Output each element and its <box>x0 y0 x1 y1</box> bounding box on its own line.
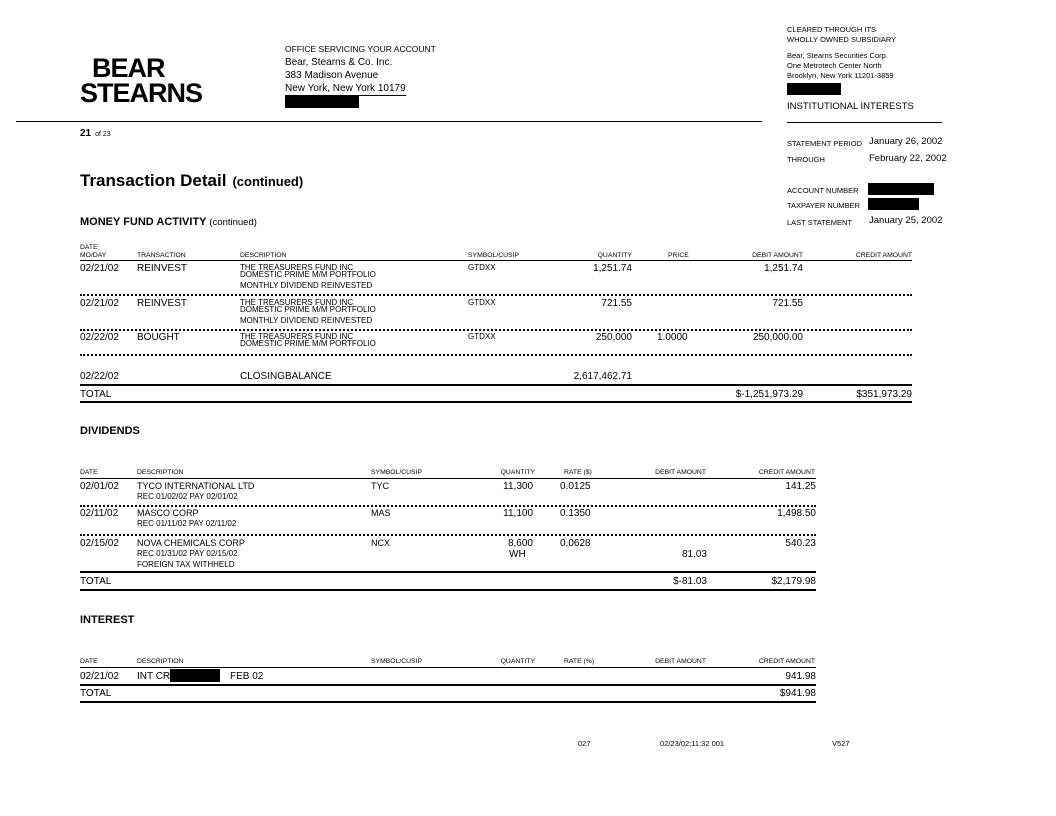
mf-row2-desc3: MONTHLY DIVIDEND REINVESTED <box>240 316 373 325</box>
page-number-value: 21 <box>80 128 92 139</box>
mf-header-rule <box>80 260 912 261</box>
int-total-bottom-rule <box>80 701 816 703</box>
div-row1-date: 02/01/02 <box>80 481 119 492</box>
int-row-date: 02/21/02 <box>80 671 119 682</box>
footer-code-1: 027 <box>578 739 591 748</box>
int-row-period: FEB 02 <box>230 671 264 682</box>
division-label: INSTITUTIONAL INTERESTS <box>787 101 914 112</box>
page-number <box>80 128 111 139</box>
div-row2-credit: 1,498.50 <box>777 508 816 519</box>
int-header-credit: CREDIT AMOUNT <box>758 658 815 665</box>
mf-row1-desc1: THE TREASURERS FUND INC <box>240 263 354 272</box>
clearing-block <box>787 25 896 98</box>
mf-row2-desc2: DOMESTIC PRIME M/M PORTFOLIO <box>240 305 376 314</box>
office-city: New York, New York 10179 <box>285 83 406 94</box>
int-row-desc: INT CR <box>137 671 171 682</box>
redacted-clearing-info <box>787 83 841 95</box>
mf-row3-symbol: GTDXX <box>468 332 496 341</box>
mf-total-bottom-rule <box>80 401 912 403</box>
interest-heading: INTEREST <box>80 614 135 626</box>
div-header-debit: DEBIT AMOUNT <box>655 469 706 476</box>
mf-row3-transaction: BOUGHT <box>137 332 180 343</box>
mf-total-top-rule <box>80 384 912 386</box>
mf-row2-debit: 721.55 <box>772 298 803 309</box>
mf-header-debit: DEBIT AMOUNT <box>752 252 803 259</box>
div-row2-rate: 0.1350 <box>560 508 591 519</box>
mf-row3-desc1: THE TREASURERS FUND INC <box>240 332 354 341</box>
div-row3-withholding: WH <box>509 549 526 560</box>
div-row2-symbol: MAS <box>371 508 391 518</box>
header-divider-right <box>787 122 942 123</box>
mf-row3-date: 02/22/02 <box>80 332 119 343</box>
money-fund-heading-text: MONEY FUND ACTIVITY <box>80 216 207 228</box>
clearing-city: Brooklyn, New York 11201-3859 <box>787 71 894 80</box>
account-number-label: ACCOUNT NUMBER <box>787 186 859 195</box>
div-total-credit: $2,179.98 <box>771 576 816 587</box>
mf-row1-desc3: MONTHLY DIVIDEND REINVESTED <box>240 281 373 290</box>
mf-row1-symbol: GTDXX <box>468 263 496 272</box>
period-end: February 22, 2002 <box>869 153 947 164</box>
mf-row3-quantity: 250,000 <box>595 332 632 343</box>
bear-stearns-logo <box>80 53 203 108</box>
div-row3-desc1: NOVA CHEMICALS CORP <box>137 538 245 548</box>
mf-header-date: MO/DAY <box>80 252 107 259</box>
mf-total-label: TOTAL <box>80 389 112 400</box>
int-header-rate: RATE (%) <box>564 658 595 665</box>
div-row3-symbol: NCX <box>371 538 391 548</box>
header-divider <box>16 121 762 122</box>
mf-row2-transaction: REINVEST <box>137 298 188 309</box>
div-row2-date: 02/11/02 <box>80 508 119 519</box>
office-name: Bear, Stearns & Co. Inc. <box>285 57 393 68</box>
div-header-quantity: QUANTITY <box>500 469 535 476</box>
div-total-top-rule <box>80 571 816 573</box>
div-header-symbol: SYMBOL/CUSIP <box>371 469 422 476</box>
mf-row1-desc2: DOMESTIC PRIME M/M PORTFOLIO <box>240 270 376 279</box>
mf-closing-label: CLOSINGBALANCE <box>240 371 332 382</box>
clearing-name: Bear, Stearns Securities Corp. <box>787 51 888 60</box>
int-header-quantity: QUANTITY <box>500 658 535 665</box>
mf-row2-separator <box>80 329 912 331</box>
redacted-taxpayer-number <box>868 198 919 210</box>
mf-header-credit: CREDIT AMOUNT <box>855 252 912 259</box>
div-row3-desc2: REC 01/31/02 PAY 02/15/02 <box>137 549 238 558</box>
int-row-credit: 941.98 <box>785 671 816 682</box>
div-row2-desc2: REC 01/11/02 PAY 02/11/02 <box>137 519 237 528</box>
int-header-description: DESCRIPTION <box>137 658 184 665</box>
cleared-line-2: WHOLLY OWNED SUBSIDIARY <box>787 35 897 44</box>
period-label: STATEMENT PERIOD <box>787 139 863 148</box>
int-header-symbol: SYMBOL/CUSIP <box>371 658 422 665</box>
div-row2-quantity: 11,100 <box>503 508 533 519</box>
logo-line-2: STEARNS <box>80 78 203 108</box>
mf-row1-quantity: 1,251.74 <box>593 263 632 274</box>
div-row3-date: 02/15/02 <box>80 538 119 549</box>
int-header-debit: DEBIT AMOUNT <box>655 658 706 665</box>
office-address-block <box>285 43 436 112</box>
div-header-rule <box>80 478 816 479</box>
footer-timestamp: 02/23/02;11:32 001 <box>660 739 725 748</box>
div-header-credit: CREDIT AMOUNT <box>758 469 815 476</box>
div-row3-rate: 0.0628 <box>560 538 591 549</box>
last-statement-label: LAST STATEMENT <box>787 218 853 227</box>
mf-row3-separator <box>80 354 912 356</box>
div-row1-desc1: TYCO INTERNATIONAL LTD <box>137 481 255 491</box>
mf-header-price: PRICE <box>668 252 689 259</box>
dividends-heading: DIVIDENDS <box>80 425 140 437</box>
mf-header-date-top: DATE <box>80 244 98 251</box>
mf-total-credit: $351,973.29 <box>856 389 912 400</box>
taxpayer-number-label: TAXPAYER NUMBER <box>787 201 860 210</box>
div-header-description: DESCRIPTION <box>137 469 184 476</box>
int-total-top-rule <box>80 684 816 686</box>
mf-header-quantity: QUANTITY <box>597 252 632 259</box>
int-header-rule <box>80 667 816 668</box>
div-row1-quantity: 11,300 <box>503 481 533 492</box>
int-total-credit: $941.98 <box>779 688 816 699</box>
mf-header-symbol: SYMBOL/CUSIP <box>468 252 519 259</box>
div-header-rate: RATE ($) <box>564 469 592 476</box>
div-row1-separator <box>80 505 816 507</box>
div-row1-desc2: REC 01/02/02 PAY 02/01/02 <box>137 492 238 501</box>
div-row3-quantity: 8,600 <box>507 538 533 549</box>
int-total-label: TOTAL <box>80 688 112 699</box>
div-total-debit: $-81.03 <box>673 576 707 587</box>
mf-closing-quantity: 2,617,462.71 <box>573 371 632 382</box>
redacted-interest-account <box>170 669 220 682</box>
office-street: 383 Madison Avenue <box>285 70 379 81</box>
int-header-date: DATE <box>80 658 98 665</box>
mf-header-description: DESCRIPTION <box>240 252 287 259</box>
div-row1-rate: 0.0125 <box>560 481 591 492</box>
clearing-street: One Metrotech Center North <box>787 61 882 70</box>
office-label: OFFICE SERVICING YOUR ACCOUNT <box>285 44 436 54</box>
mf-row1-date: 02/21/02 <box>80 263 119 274</box>
title-continued: (continued) <box>232 174 304 189</box>
div-total-bottom-rule <box>80 589 816 591</box>
mf-total-debit: $-1,251,973.29 <box>735 389 803 400</box>
mf-row2-quantity: 721.55 <box>601 298 632 309</box>
div-row3-debit: 81.03 <box>681 549 707 560</box>
title-main: Transaction Detail <box>80 171 227 190</box>
mf-row2-desc1: THE TREASURERS FUND INC <box>240 298 354 307</box>
mf-row3-desc2: DOMESTIC PRIME M/M PORTFOLIO <box>240 339 376 348</box>
redacted-account-number <box>868 183 934 195</box>
money-fund-heading <box>80 216 257 228</box>
div-row1-symbol: TYC <box>371 481 389 491</box>
page-of-label: of 23 <box>95 131 111 138</box>
mf-closing-date: 02/22/02 <box>80 371 119 382</box>
last-statement-value: January 25, 2002 <box>869 215 943 226</box>
redacted-phone <box>285 96 359 108</box>
div-row1-credit: 141.25 <box>785 481 816 492</box>
logo-line-1: BEAR <box>92 53 165 83</box>
div-row3-desc3: FOREIGN TAX WITHHELD <box>137 560 235 569</box>
div-total-label: TOTAL <box>80 576 112 587</box>
div-row2-desc1: MASCO CORP <box>137 508 199 518</box>
mf-row3-debit: 250,000.00 <box>752 332 803 343</box>
period-start: January 26, 2002 <box>869 136 943 147</box>
mf-row2-date: 02/21/02 <box>80 298 119 309</box>
cleared-line-1: CLEARED THROUGH ITS <box>787 25 877 34</box>
div-row3-credit: 540.23 <box>785 538 816 549</box>
mf-row3-price: 1.0000 <box>657 332 688 343</box>
mf-row1-debit: 1,251.74 <box>764 263 803 274</box>
mf-header-transaction: TRANSACTION <box>137 252 186 259</box>
mf-row2-symbol: GTDXX <box>468 298 496 307</box>
money-fund-heading-cont: (continued) <box>209 217 257 228</box>
footer-code-2: V527 <box>832 739 850 748</box>
mf-row1-separator <box>80 294 912 296</box>
div-row2-separator <box>80 534 816 536</box>
mf-row1-transaction: REINVEST <box>137 263 188 274</box>
div-header-date: DATE <box>80 469 98 476</box>
page-title <box>80 171 303 191</box>
through-label: THROUGH <box>787 155 825 164</box>
